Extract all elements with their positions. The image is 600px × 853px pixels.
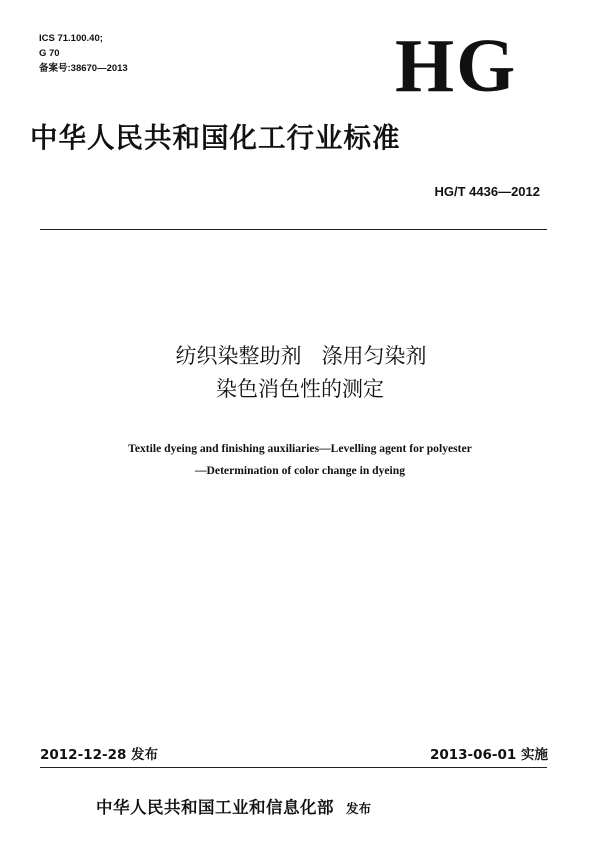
chinese-title-part-2: 涤用匀染剂 (321, 344, 427, 368)
hg-logo: HG (395, 24, 518, 108)
ics-code: ICS 71.100.40; (39, 33, 103, 44)
implementation-date: 2013-06-01 实施 (429, 747, 548, 763)
issue-date: 2012-12-28 发布 (40, 747, 159, 763)
chinese-title (0, 340, 600, 406)
publisher-name: 中华人民共和国工业和信息化部 (96, 798, 334, 817)
bottom-divider (40, 767, 547, 768)
chinese-title-part-1: 纺织染整助剂 (175, 344, 302, 368)
publisher-line (96, 794, 371, 818)
publisher-suffix: 发布 (346, 801, 372, 816)
english-title-line-2: —Determination of color change in dyeing (194, 464, 406, 477)
standard-number: HG/T 4436—2012 (434, 184, 540, 199)
standard-category-title: 中华人民共和国化工行业标准 (30, 122, 401, 154)
chinese-title-line-1 (0, 340, 600, 373)
classification-block (39, 31, 128, 76)
english-title (0, 438, 600, 482)
english-title-line-1: Textile dyeing and finishing auxiliaries—Levelling agent for polyester (128, 442, 472, 455)
top-divider (40, 229, 547, 230)
record-number: 备案号:38670—2013 (39, 63, 128, 74)
chinese-title-line-2: 染色消色性的测定 (216, 377, 384, 401)
ccs-code: G 70 (39, 48, 60, 59)
